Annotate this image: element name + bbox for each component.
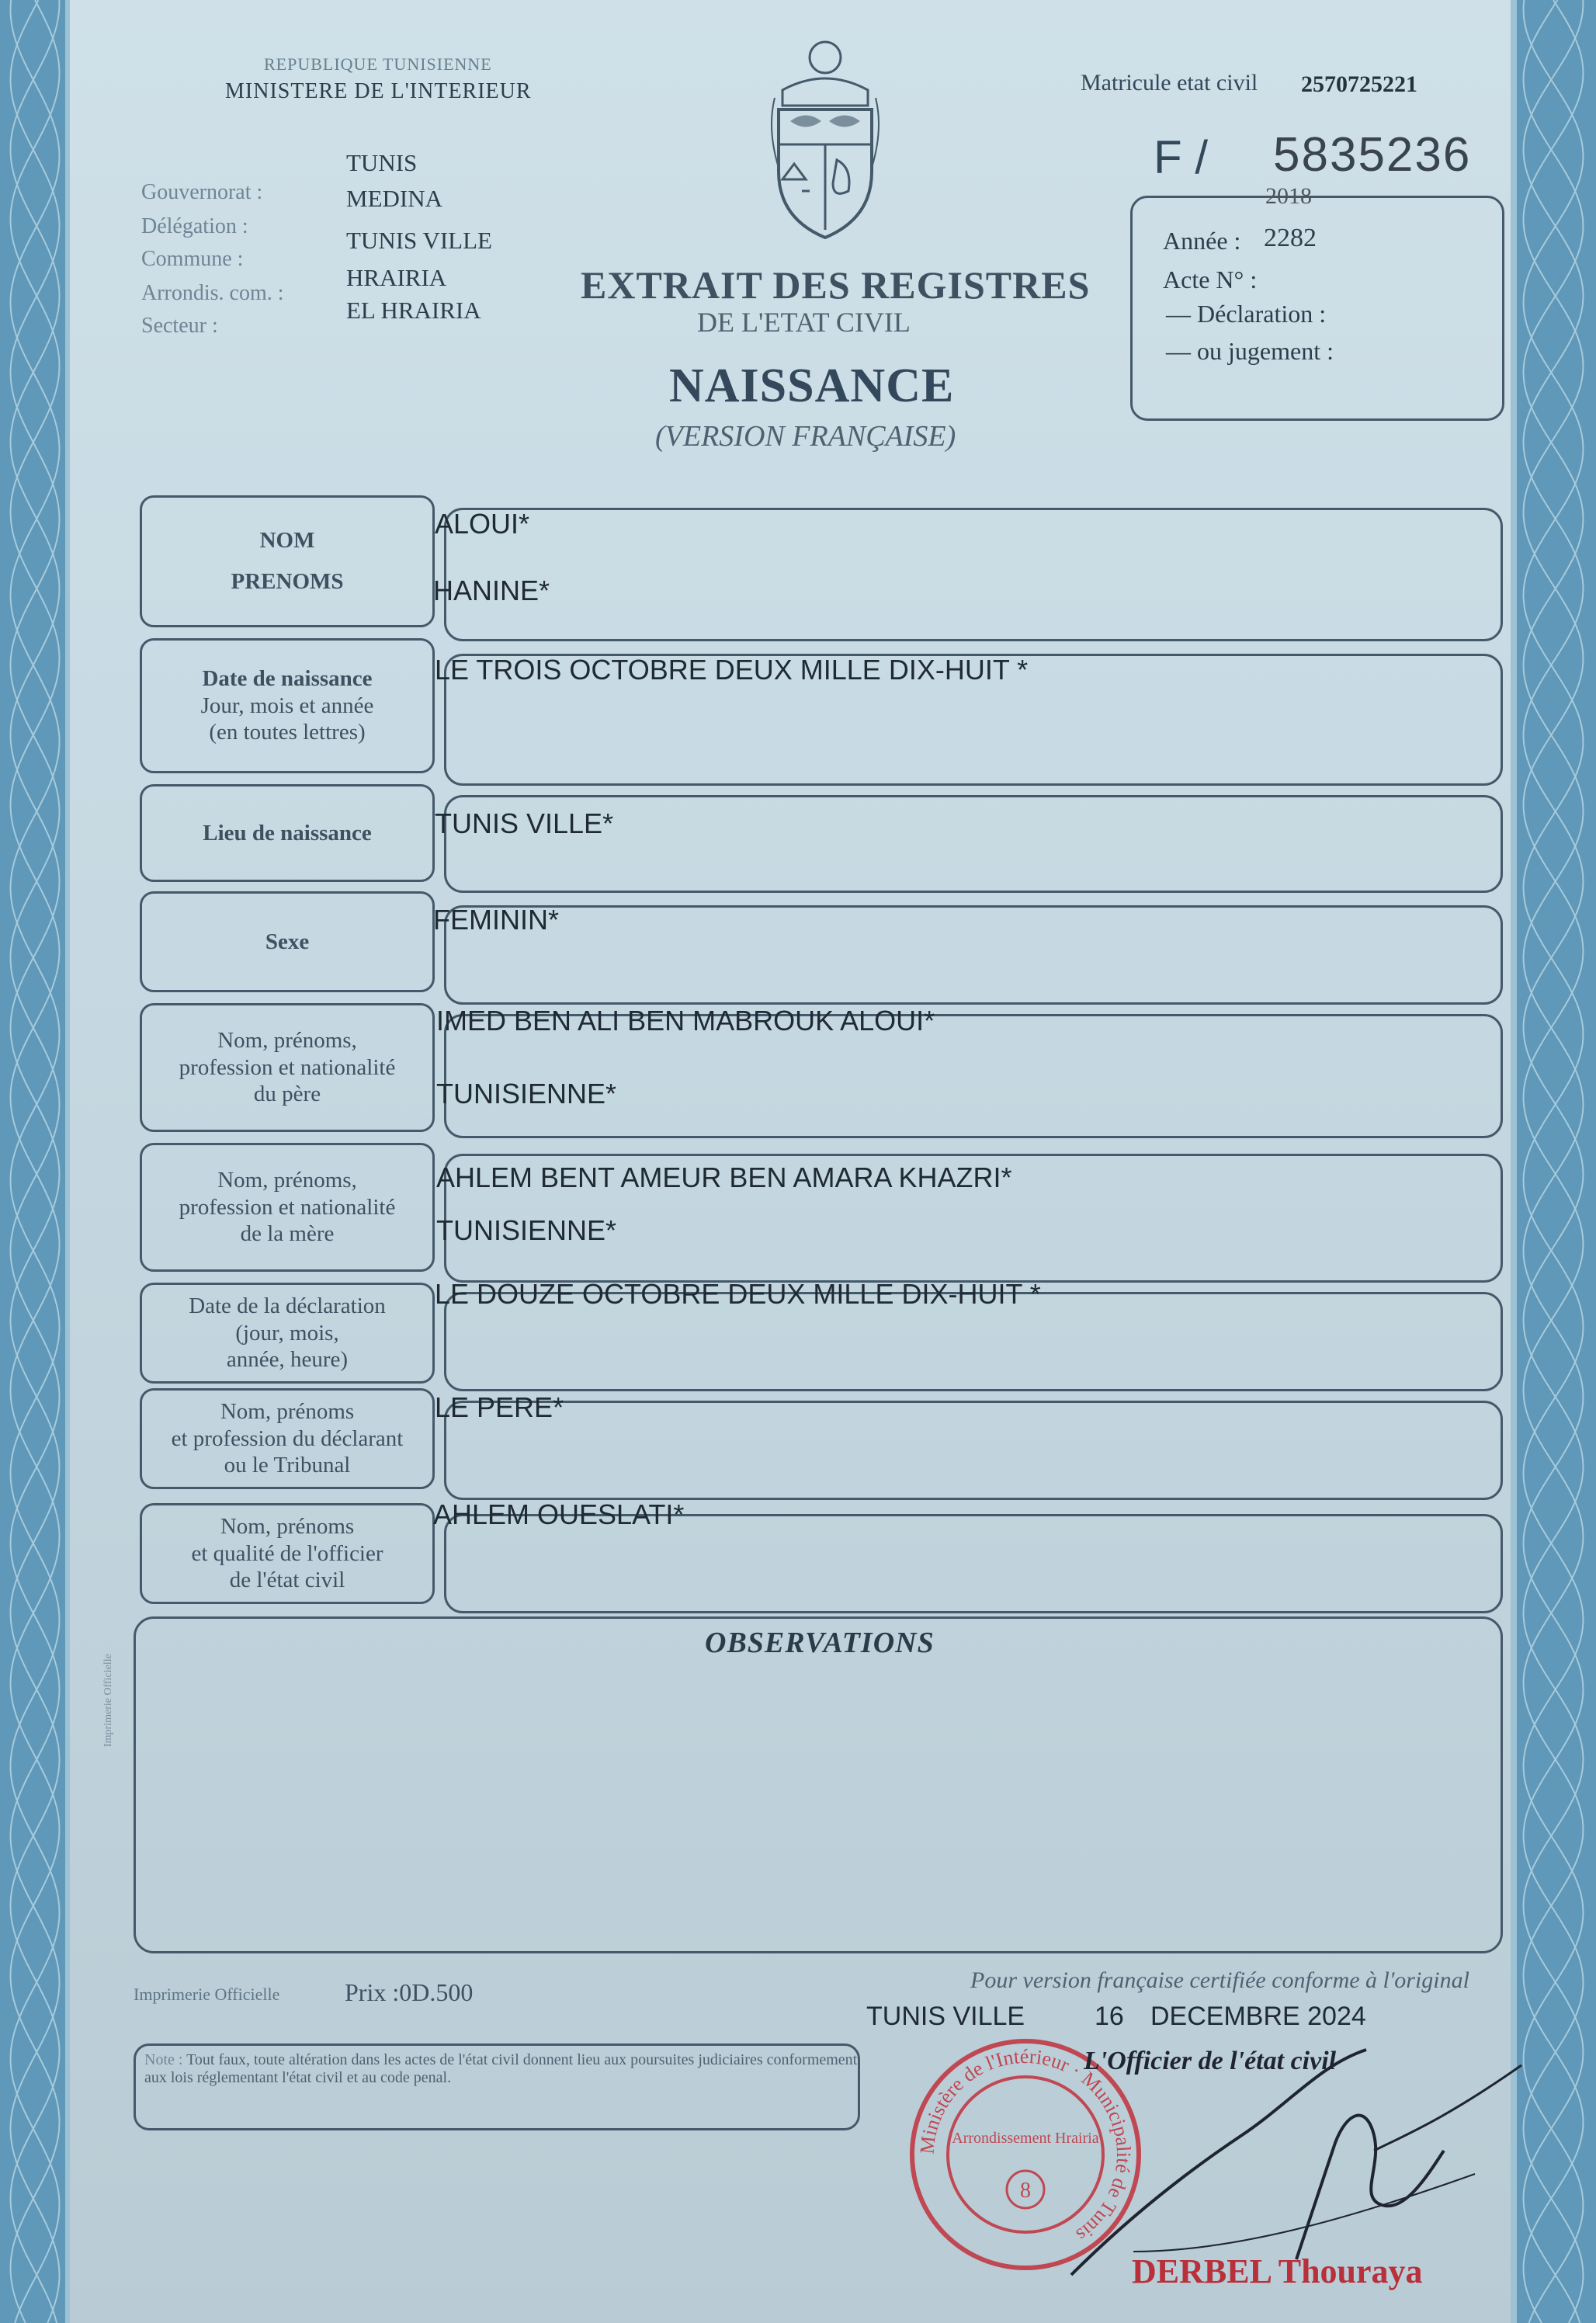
note-text: Tout faux, toute altération dans les actes de l'état civil donnent lieu aux poursuites judiciaires conformement aux lois réglementant l'état civil et au code penal. xyxy=(144,2051,858,2086)
document-subtitle: DE L'ETAT CIVIL xyxy=(697,307,911,338)
left-guilloche-border xyxy=(0,0,70,2323)
sexe-value: FEMININ* xyxy=(433,904,559,936)
document-type: NAISSANCE xyxy=(669,359,955,412)
label-line: Date de la déclaration xyxy=(189,1293,386,1318)
secteur-label: Secteur : xyxy=(141,314,218,338)
row-label-pere xyxy=(140,1003,435,1132)
label-line: Sexe xyxy=(265,929,310,954)
observations-box xyxy=(134,1616,1503,1953)
label-line: Lieu de naissance xyxy=(203,820,372,846)
delegation-value: MEDINA xyxy=(346,185,442,212)
commune-value: TUNIS VILLE xyxy=(346,227,492,254)
gouvernorat-value: TUNIS xyxy=(346,149,418,176)
pere-nationalite-value: TUNISIENNE* xyxy=(436,1078,617,1109)
note-label: Note : xyxy=(144,2051,183,2068)
row-label-officier xyxy=(140,1503,435,1604)
label-line: Nom, prénoms, xyxy=(217,1027,357,1053)
right-guilloche-border xyxy=(1511,0,1596,2323)
arrondissement-label: Arrondis. com. : xyxy=(141,281,284,305)
label-line: Date de naissance xyxy=(202,665,373,691)
nom-value: ALOUI* xyxy=(435,508,530,540)
label-line: et qualité de l'officier xyxy=(191,1540,383,1566)
serial-number: 5835236 xyxy=(1273,128,1472,182)
commune-label: Commune : xyxy=(141,247,244,271)
legal-note xyxy=(144,2051,859,2087)
officier-value: AHLEM OUESLATI* xyxy=(433,1498,685,1530)
declaration-label: — Déclaration : xyxy=(1166,300,1327,328)
serial-prefix: F / xyxy=(1154,131,1208,183)
side-imprint-text: Imprimerie Officielle xyxy=(102,1654,114,1747)
label-line: (en toutes lettres) xyxy=(209,720,366,745)
label-line: du père xyxy=(253,1082,321,1107)
side-imprint xyxy=(102,1654,115,1747)
version-label: (VERSION FRANÇAISE) xyxy=(655,420,956,453)
label-line: NOM xyxy=(259,528,315,554)
issue-place: TUNIS VILLE xyxy=(866,2002,1025,2031)
ministry-heading: MINISTERE DE L'INTERIEUR xyxy=(225,79,532,103)
arrondissement-value: HRAIRIA xyxy=(346,264,447,291)
tunisia-coat-of-arms-icon xyxy=(759,36,891,245)
row-value-declarant xyxy=(444,1401,1503,1500)
row-label-lieu-naissance xyxy=(140,784,435,882)
label-line: et profession du déclarant xyxy=(171,1425,404,1451)
gouvernorat-label: Gouvernorat : xyxy=(141,180,263,204)
officier-signature-title: L'Officier de l'état civil xyxy=(1084,2047,1337,2075)
label-line: de la mère xyxy=(240,1221,335,1247)
stamp-ring-text: Ministère de l'Intérieur · Municipalité de Tunis xyxy=(915,2044,1136,2247)
row-label-sexe xyxy=(140,891,435,992)
stamp-center-text: Arrondissement Hrairia xyxy=(952,2130,1099,2147)
row-value-sexe xyxy=(444,905,1503,1005)
annee-struck-value: 2018 xyxy=(1265,183,1312,209)
label-line: Nom, prénoms xyxy=(220,1513,355,1539)
matricule-label: Matricule etat civil xyxy=(1081,70,1258,95)
mere-nom-value: AHLEM BENT AMEUR BEN AMARA KHAZRI* xyxy=(436,1162,1012,1193)
stamp-number: 8 xyxy=(1020,2179,1031,2203)
prenoms-value: HANINE* xyxy=(433,575,550,606)
acte-label: Acte N° : xyxy=(1163,266,1258,293)
label-line: Nom, prénoms, xyxy=(217,1167,357,1193)
lieu-naissance-value: TUNIS VILLE* xyxy=(435,807,614,839)
declarant-value: LE PERE* xyxy=(435,1391,564,1423)
label-line: de l'état civil xyxy=(229,1568,345,1593)
label-line: ou le Tribunal xyxy=(224,1453,351,1478)
label-line: Jour, mois et année xyxy=(200,693,374,718)
issue-day: 16 xyxy=(1095,2002,1124,2031)
officer-name-stamp: DERBEL Thouraya xyxy=(1132,2252,1423,2290)
row-label-nom-prenoms xyxy=(140,495,435,627)
annee-value: 2282 xyxy=(1264,224,1317,252)
row-label-date-declaration xyxy=(140,1283,435,1384)
label-line: profession et nationalité xyxy=(179,1194,396,1220)
row-label-declarant xyxy=(140,1388,435,1489)
jugement-label: — ou jugement : xyxy=(1166,337,1334,365)
delegation-label: Délégation : xyxy=(141,214,248,238)
republic-heading: REPUBLIQUE TUNISIENNE xyxy=(264,54,492,74)
matricule-value: 2570725221 xyxy=(1301,71,1417,97)
row-label-date-naissance xyxy=(140,638,435,773)
label-line: (jour, mois, xyxy=(235,1320,339,1346)
label-line: PRENOMS xyxy=(231,569,344,594)
prix-label: Prix :0D.500 xyxy=(345,1978,474,2006)
label-line: Nom, prénoms xyxy=(220,1398,355,1424)
pere-nom-value: IMED BEN ALI BEN MABROUK ALOUI* xyxy=(436,1005,935,1036)
label-line: année, heure) xyxy=(226,1347,349,1373)
secteur-value: EL HRAIRIA xyxy=(346,297,481,324)
observations-title: OBSERVATIONS xyxy=(705,1627,935,1659)
mere-nationalite-value: TUNISIENNE* xyxy=(436,1214,617,1246)
date-naissance-value: LE TROIS OCTOBRE DEUX MILLE DIX-HUIT * xyxy=(435,654,1029,686)
certification-note: Pour version française certifiée conforme à l'original xyxy=(970,1967,1469,1993)
date-declaration-value: LE DOUZE OCTOBRE DEUX MILLE DIX-HUIT * xyxy=(435,1278,1041,1310)
imprimerie-label: Imprimerie Officielle xyxy=(134,1984,280,2004)
document-title: EXTRAIT DES REGISTRES xyxy=(581,263,1091,307)
issue-month-year: DECEMBRE 2024 xyxy=(1150,2002,1366,2031)
row-value-nom-prenoms xyxy=(444,508,1503,641)
annee-label: Année : xyxy=(1163,227,1241,255)
label-line: profession et nationalité xyxy=(179,1054,396,1080)
row-label-mere xyxy=(140,1143,435,1272)
